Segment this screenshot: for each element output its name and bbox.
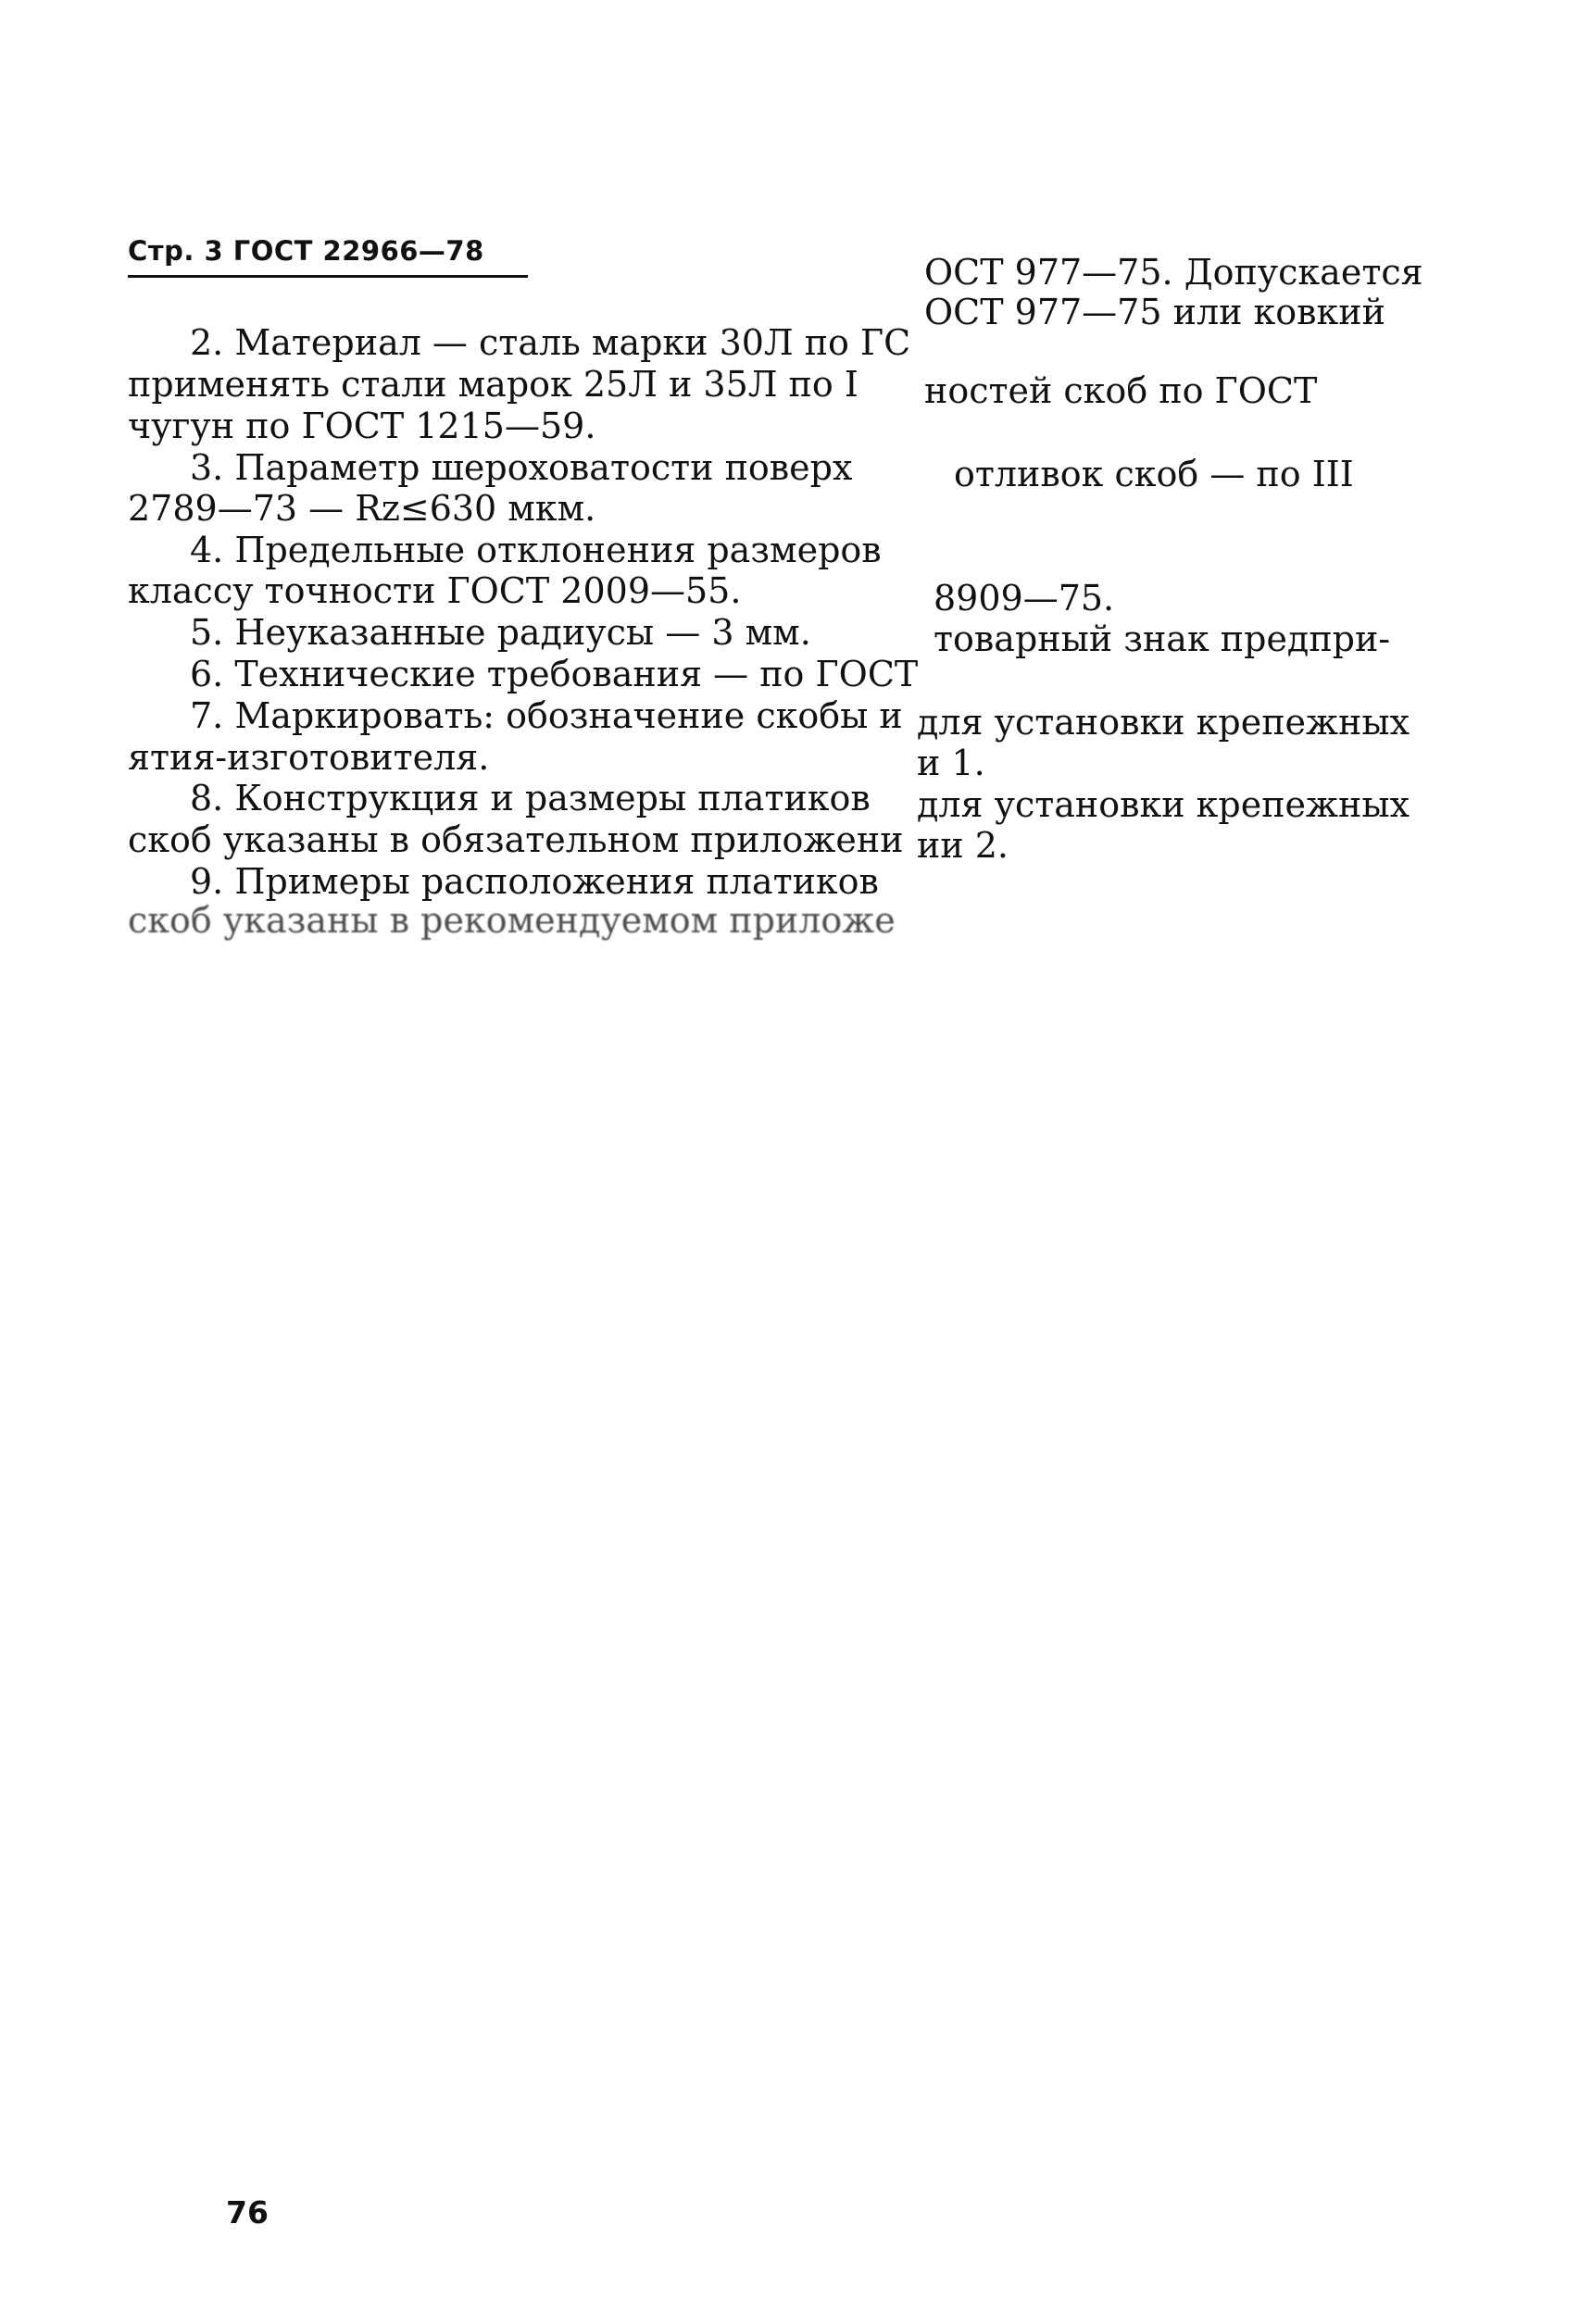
right-line-2: ОСТ 977—75 или ковкий — [924, 292, 1385, 332]
right-line-9: для установки крепежных — [917, 784, 1410, 825]
header-rule — [128, 275, 528, 278]
left-line-15: скоб указаны в рекомендуемом приложе — [128, 900, 896, 941]
left-line-8: 5. Неуказанные радиусы — 3 мм. — [190, 612, 811, 653]
page-number: 76 — [226, 2194, 269, 2230]
left-line-10: 7. Маркировать: обозначение скобы и — [190, 695, 903, 736]
right-line-7: для установки крепежных — [917, 702, 1410, 743]
left-line-9: 6. Технические требования — по ГОСТ — [190, 654, 919, 694]
right-line-8: и 1. — [917, 743, 985, 783]
left-line-2: применять стали марок 25Л и 35Л по І — [128, 364, 858, 405]
right-line-4: отливок скоб — по III — [954, 454, 1354, 494]
left-line-14: 9. Примеры расположения платиков — [190, 861, 879, 902]
right-line-3: ностей скоб по ГОСТ — [924, 370, 1318, 411]
left-line-13: скоб указаны в обязательном приложени — [128, 819, 904, 860]
left-line-4: 3. Параметр шероховатости поверх — [190, 447, 853, 488]
right-line-5: 8909—75. — [934, 578, 1115, 618]
left-line-5: 2789—73 — Rz≤630 мкм. — [128, 488, 596, 529]
left-line-7: классу точности ГОСТ 2009—55. — [128, 570, 742, 611]
left-line-1: 2. Материал — сталь марки 30Л по ГС — [190, 322, 911, 363]
right-line-6: товарный знак предпри- — [934, 618, 1391, 659]
left-line-12: 8. Конструкция и размеры платиков — [190, 778, 871, 818]
left-line-11: ятия-изготовителя. — [128, 737, 490, 778]
right-line-1: ОСТ 977—75. Допускается — [924, 252, 1423, 293]
right-line-10: ии 2. — [917, 825, 1009, 866]
left-line-6: 4. Предельные отклонения размеров — [190, 530, 882, 570]
page-header: Стр. 3 ГОСТ 22966—78 — [128, 235, 484, 267]
left-line-3: чугун по ГОСТ 1215—59. — [128, 406, 596, 446]
